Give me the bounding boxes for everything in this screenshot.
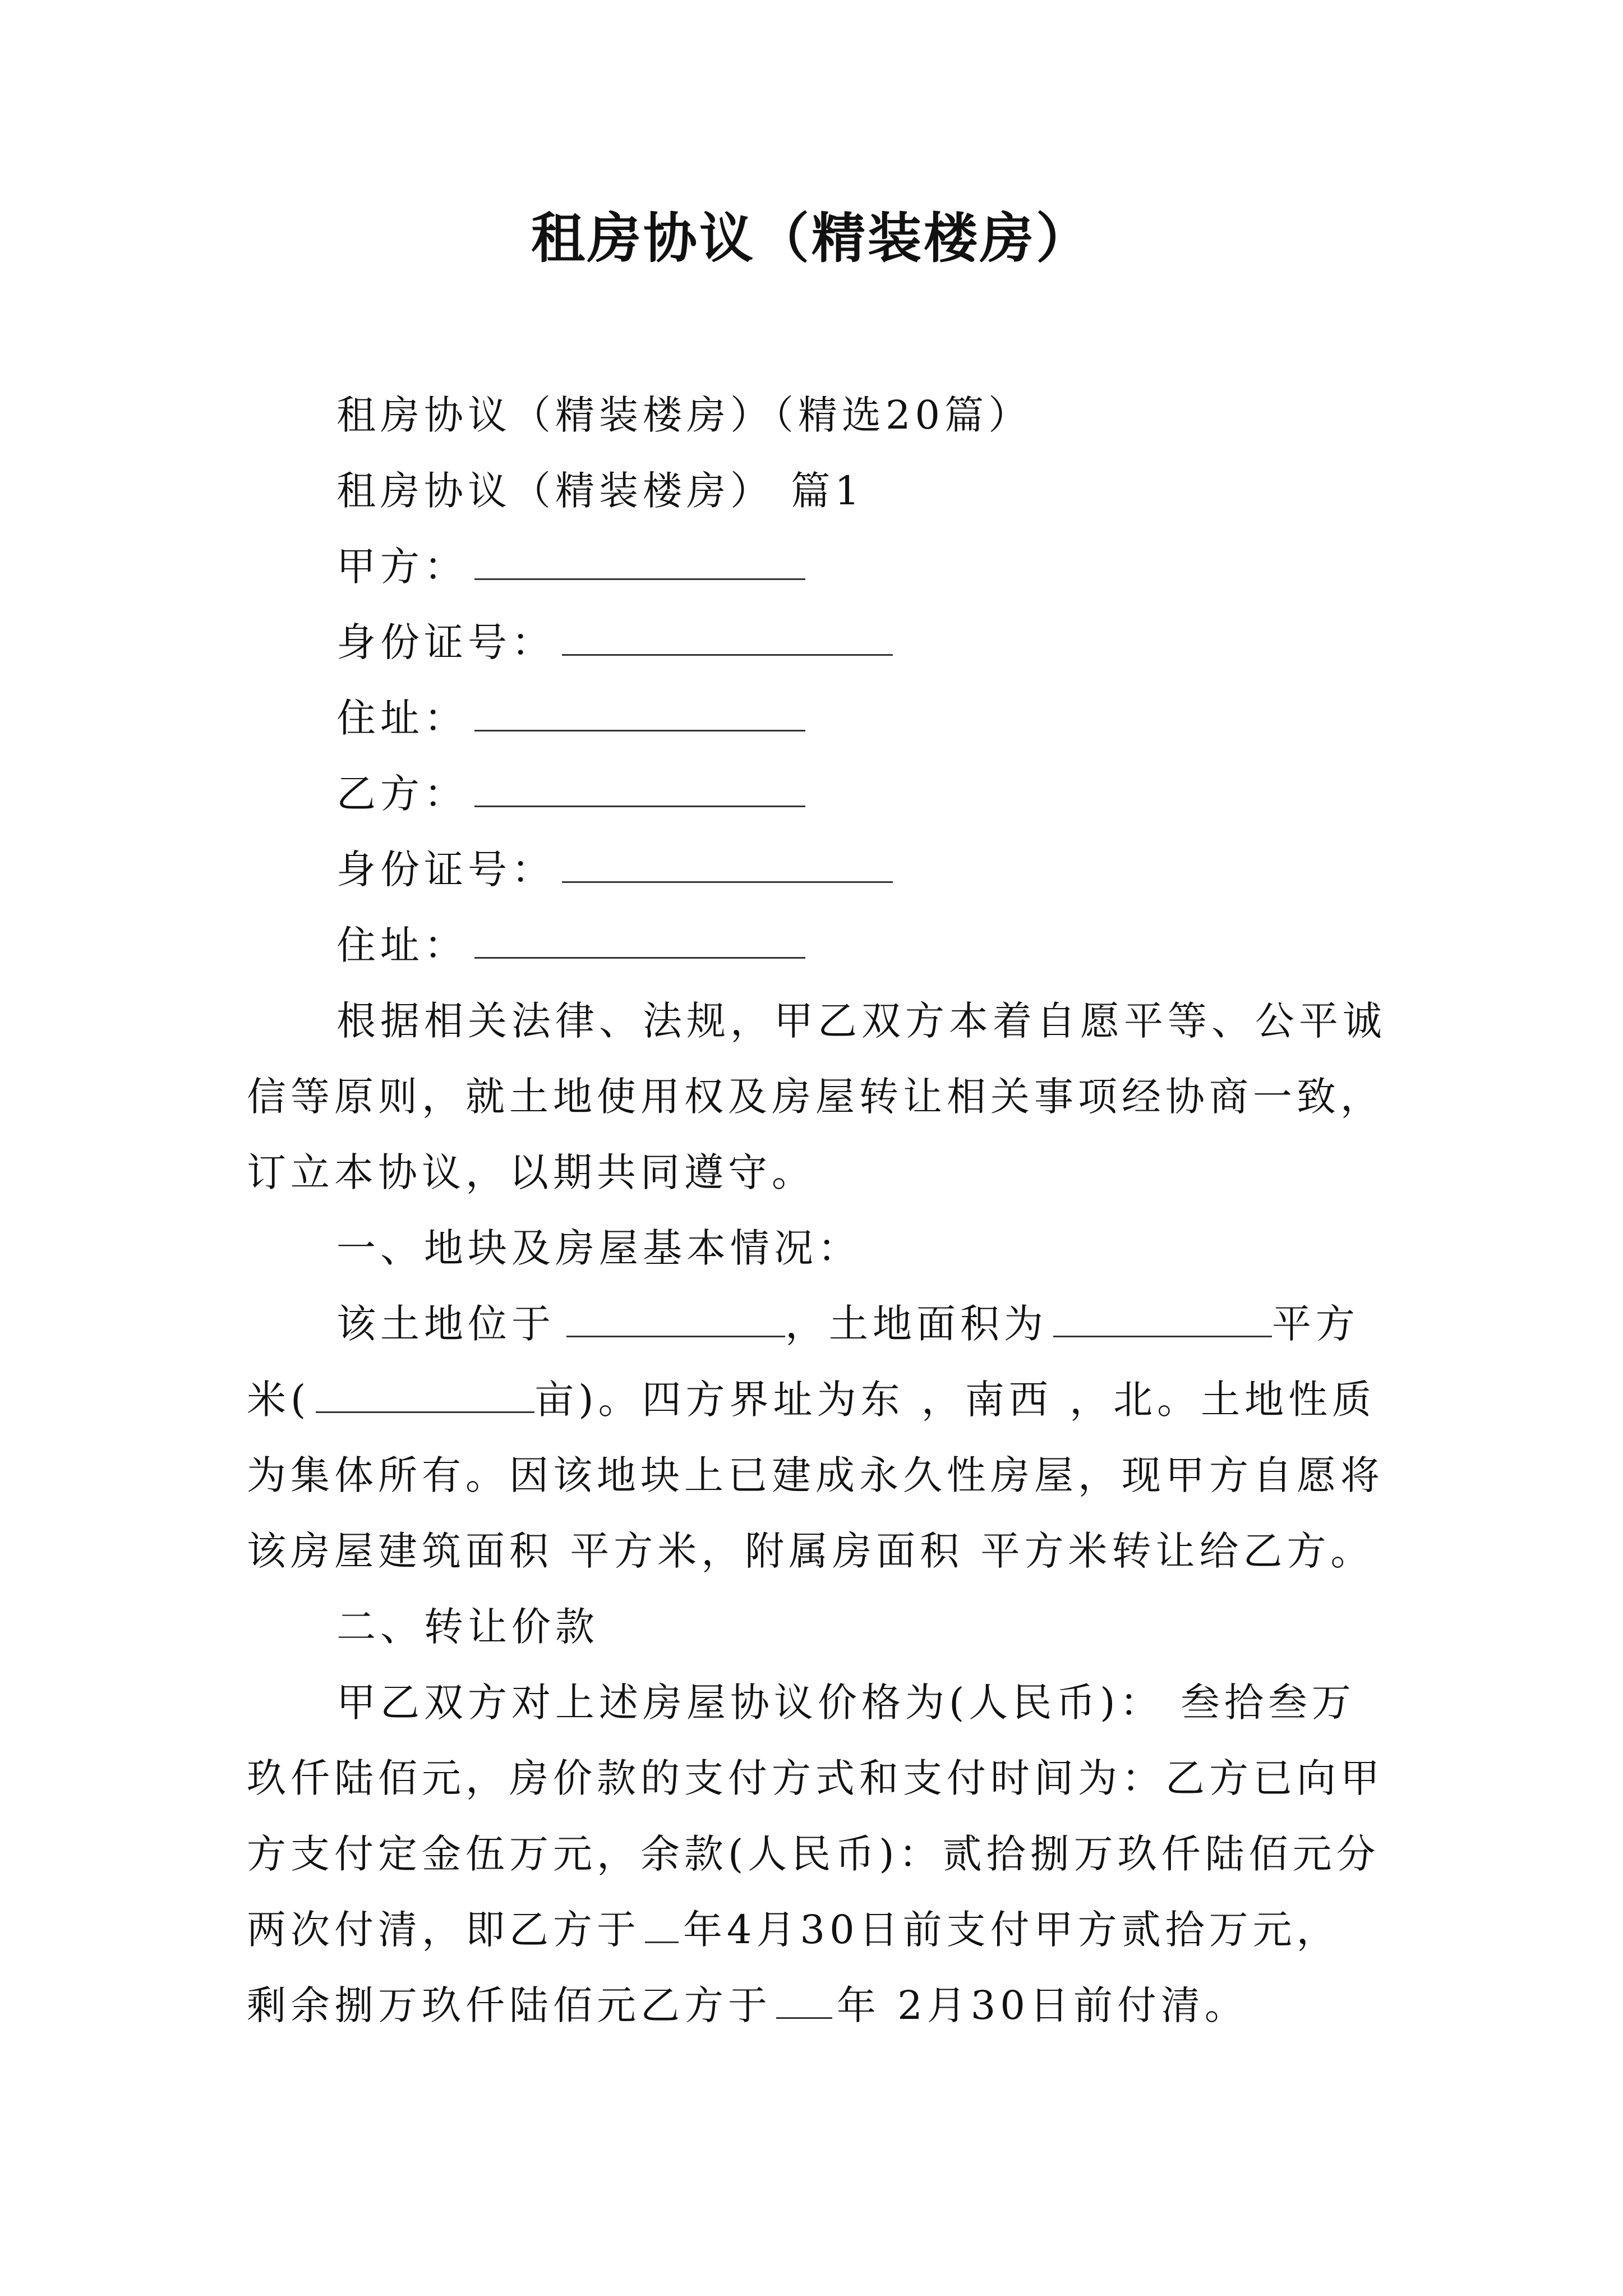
intro-line-1: 根据相关法律、法规，甲乙双方本着自愿平等、公平诚: [336, 998, 1386, 1044]
price-line-5: [247, 1977, 1248, 2033]
land-location-blank: [566, 1306, 785, 1337]
party-a-name-label: 甲方：: [336, 544, 468, 590]
year-blank-2: [776, 1988, 832, 2019]
land-area-label: ，土地面积为: [785, 1301, 1048, 1347]
party-b-id-blank: [562, 852, 893, 883]
price-line-4-start: 两次付清，即乙方于: [247, 1907, 640, 1953]
section-heading: 租房协议（精装楼房） 篇1: [336, 468, 864, 514]
subtitle: 租房协议（精装楼房）（精选20篇）: [336, 392, 1032, 438]
price-line-4: [247, 1902, 1340, 1958]
party-b-name-blank: [474, 776, 805, 807]
price-line-5-start: 剩余捌万玖仟陆佰元乙方于: [247, 1982, 772, 2028]
party-b-name-row: [336, 766, 805, 822]
party-a-id-row: [336, 614, 893, 670]
intro-line-2: 信等原则，就土地使用权及房屋转让相关事项经协商一致，: [247, 1074, 1384, 1120]
party-b-name-label: 乙方：: [336, 771, 468, 817]
party-a-address-blank: [474, 701, 805, 731]
land-line-2-start: 米(: [247, 1377, 311, 1423]
heading-land-info: 一、地块及房屋基本情况：: [336, 1225, 861, 1271]
price-line-1: 甲乙双方对上述房屋协议价格为(人民币)： 叁拾叁万: [336, 1680, 1355, 1726]
party-b-address-label: 住址：: [336, 922, 468, 968]
land-mu-blank: [316, 1382, 534, 1413]
party-b-address-blank: [474, 928, 805, 959]
intro-line-3: 订立本协议，以期共同遵守。: [247, 1149, 815, 1195]
party-a-name-blank: [474, 549, 805, 580]
land-line-1: [336, 1296, 1359, 1352]
price-line-3: 方支付定金伍万元，余款(人民币)：贰拾捌万玖仟陆佰元分: [247, 1831, 1380, 1877]
document-title: 租房协议（精装楼房）: [531, 206, 1092, 270]
land-area-blank: [1053, 1306, 1272, 1337]
heading-price: 二、转让价款: [336, 1604, 599, 1650]
land-line-3: 为集体所有。因该地块上已建成永久性房屋，现甲方自愿将: [247, 1452, 1384, 1498]
party-a-address-row: [336, 690, 805, 746]
land-line-4: 该房屋建筑面积 平方米，附属房面积 平方米转让给乙方。: [247, 1528, 1375, 1574]
party-b-address-row: [336, 917, 805, 973]
price-line-5-end: 年 2月30日前付清。: [837, 1982, 1248, 2028]
party-b-id-label: 身份证号：: [336, 846, 555, 892]
land-line-2-end: 亩)。四方界址为东 ，南西 ，北。土地性质: [534, 1377, 1376, 1423]
land-area-unit: 平方: [1272, 1301, 1359, 1347]
land-line-2: [247, 1372, 1376, 1428]
price-line-4-end: 年4月30日前支付甲方贰拾万元，: [683, 1907, 1340, 1953]
party-a-id-blank: [562, 625, 893, 656]
party-a-name-row: [336, 539, 805, 595]
party-a-address-label: 住址：: [336, 695, 468, 741]
price-line-2: 玖仟陆佰元，房价款的支付方式和支付时间为：乙方已向甲: [247, 1755, 1384, 1801]
land-location-label: 该土地位于: [336, 1301, 555, 1347]
party-b-id-row: [336, 841, 893, 898]
party-a-id-label: 身份证号：: [336, 619, 555, 665]
year-blank-1: [645, 1912, 679, 1943]
